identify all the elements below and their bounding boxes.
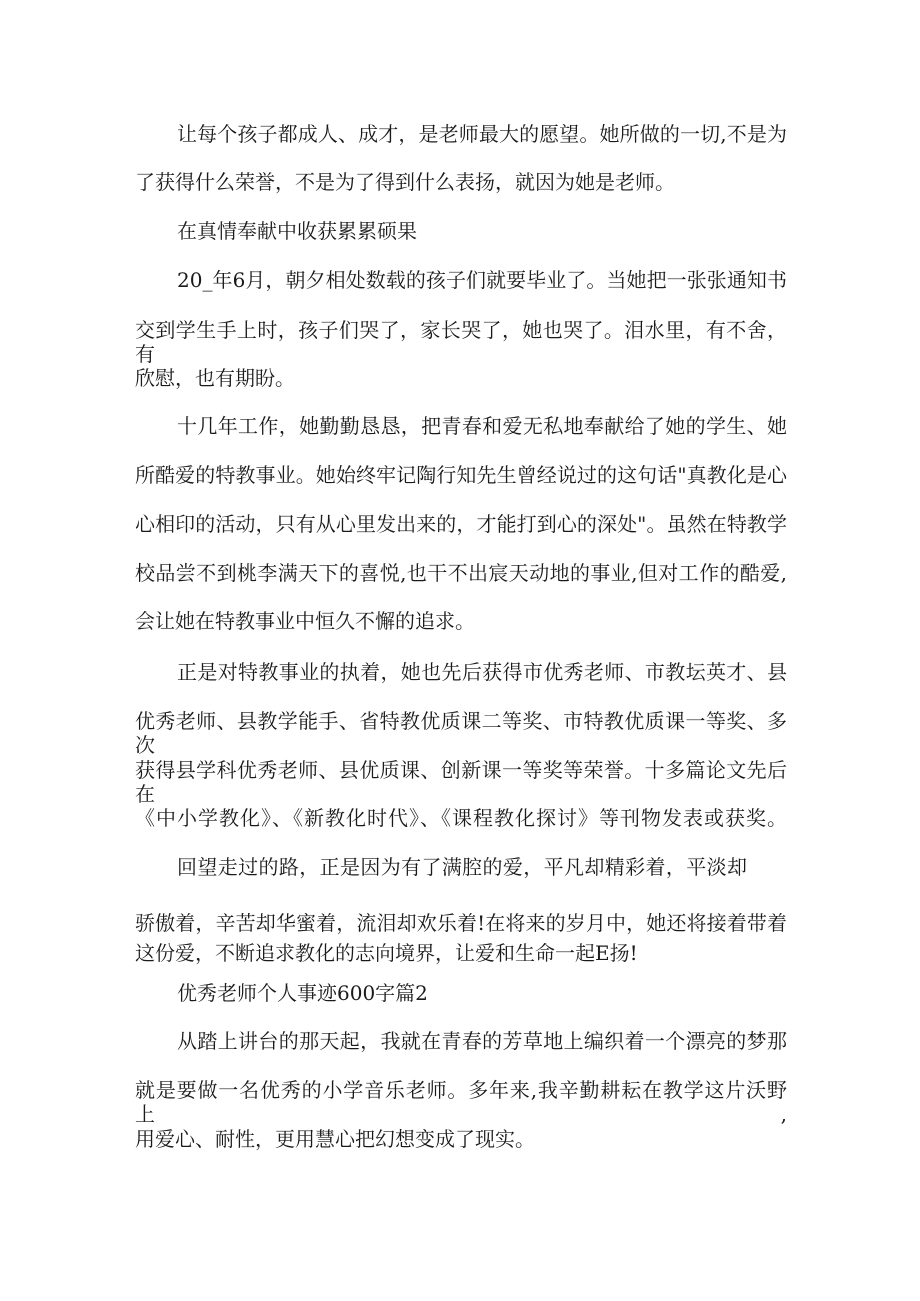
text-line: 所酷爱的特教事业。她始终牢记陶行知先生曾经说过的这句话"真教化是心 — [135, 463, 787, 487]
text-line: 校品尝不到桃李满天下的喜悦,也干不出宸天动地的事业,但对工作的酷爱, — [135, 561, 787, 585]
text-line: 《中小学教化》、《新教化时代》、《课程教化探讨》等刊物发表或获奖。 — [135, 806, 787, 830]
text-line: 交到学生手上时，孩子们哭了，家长哭了，她也哭了。泪水里，有不舍，有 — [135, 318, 787, 366]
text-line: 20_年6月，朝夕相处数载的孩子们就要毕业了。当她把一张张通知书 — [177, 268, 787, 292]
text-line: 优秀老师、县教学能手、省特教优质课二等奖、市特教优质课一等奖、多次 — [135, 709, 787, 757]
text-line: 回望走过的路，正是因为有了满腔的爱，平凡却精彩着，平淡却 — [177, 855, 747, 879]
text-line: 从踏上讲台的那天起，我就在青春的芳草地上编织着一个漂亮的梦那 — [177, 1029, 787, 1053]
text-line: 骄傲着，辛苦却华蜜着，流泪却欢乐着!在将来的岁月中，她还将接着带着 — [135, 911, 787, 935]
text-line: 欣慰，也有期盼。 — [135, 366, 295, 390]
text-line: 会让她在特教事业中恒久不懈的追求。 — [135, 609, 475, 633]
text-line: 让每个孩子都成人、成才，是老师最大的愿望。她所做的一切,不是为 — [177, 122, 787, 146]
text-line: 这份爱，不断追求教化的志向境界，让爱和生命一起E扬! — [135, 941, 638, 965]
text-line: 获得县学科优秀老师、县优质课、创新课一等奖等荣誉。十多篇论文先后在 — [135, 758, 787, 806]
text-line: 正是对特教事业的执着，她也先后获得市优秀老师、市教坛英才、县 — [177, 660, 787, 684]
section-heading: 优秀老师个人事迹600字篇2 — [177, 981, 428, 1005]
section-heading: 在真情奉献中收获累累硕果 — [177, 219, 417, 243]
text-line: 十几年工作，她勤勤恳恳，把青春和爱无私地奉献给了她的学生、她 — [177, 414, 787, 438]
text-line: 用爱心、耐性，更用慧心把幻想变成了现实。 — [135, 1127, 535, 1151]
text-line: 了获得什么荣誉，不是为了得到什么表扬，就因为她是老师。 — [135, 170, 675, 194]
text-line: 就是要做一名优秀的小学音乐老师。多年来,我辛勤耕耘在教学这片沃野上, — [135, 1078, 787, 1126]
text-line: 心相印的活动，只有从心里发出来的，才能打到心的深处"。虽然在特教学 — [135, 512, 787, 536]
